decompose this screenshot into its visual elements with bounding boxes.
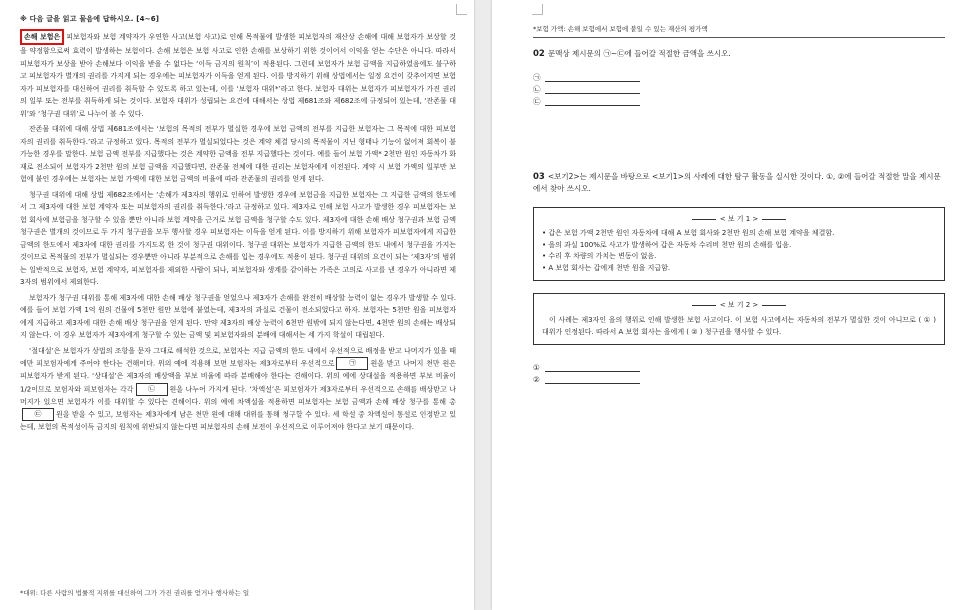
box-1-item: • 수리 후 차량의 가치는 변동이 없음.	[542, 252, 657, 260]
question-3-text: <보기2>는 제시문을 바탕으로 <보기1>의 사례에 대한 탐구 활동을 실시한 것이다. ①, ②에 들어갈 적절한 말을 제시문에서 찾아 쓰시오.	[533, 172, 941, 193]
vocab-note: *보험 가액: 손해 보험에서 보험에 붙일 수 있는 재산의 평가액	[533, 24, 945, 38]
answer-line[interactable]	[545, 363, 640, 372]
page-right	[492, 0, 966, 610]
box-1-item: • A 보험 회사는 갑에게 천만 원을 지급함.	[542, 263, 671, 272]
box-1-item: • 을의 과실 100%로 사고가 발생하여 갑은 자동차 수리비 천만 원의 손해를 입음.	[542, 240, 792, 249]
blank-3: ㉢	[22, 408, 54, 421]
box-2-text: 이 사례는 제3자인 을의 행위로 인해 발생한 보험 사고이다. 이 보험 사고에서는 자동차의 전부가 멸실한 것이 아니므로 ( ① ) 대위가 인정된다. 따라서 A 보험 회사는 을에게 ( ② ) 청구권을 행사할 수 있다.	[542, 316, 936, 336]
question-3	[533, 171, 945, 195]
answer-line[interactable]	[545, 375, 640, 384]
page-corner-mark	[456, 4, 467, 15]
page-left	[0, 0, 474, 610]
paragraph-1-text: 피보험자와 보험 계약자가 우연한 사고(보험 사고)로 인해 목적물에 발생한 피보험자의 재산상 손해에 대해 보험자가 보상할 것을 약정함으로써 효력이 발생하는 보험이다. 손해 보험은 보험 사고로 인한 손해를 보상하기 위한 것이어서 이익을 얻는 수단은 아니다. 따라서 피보험자가 보상을 받아 손해보다 이익을 받을 수 없다는 ‘이득 금지의 원칙’이 적용된다. 그런데 보험자가 보험 금액을 지급하였음에도 불구하고 피보험자가 별개의 권리를 가지게 되는 경우에는 피보험자가 이득을 얻게 된다. 이를 방지하기 위해 상법에서는 일정 요건이 갖추어지면 보험자가 피보험자를 대신하여 권리를 취득할 수 있도록 하고 있는데, 이를 ‘보험자 대위*’라고 한다. 보험자 대위는 보험자가 피보험자가 가진 권리의 일부 또는 전부를 취득하게 되는 것이다. 보험자 대위가 성립되는 요건에 대해서는 상법 제681조와 제682조에 규정되어 있는데, ‘잔존물 대위’와 ‘청구권 대위’로 나누어 볼 수 있다.	[20, 33, 456, 118]
box-1-item: • 갑은 보험 가액 2천만 원인 자동차에 대해 A 보험 회사와 2천만 원의 손해 보험 계약을 체결함.	[542, 229, 835, 237]
questions	[533, 24, 945, 385]
box-1-title-text: < 보 기 1 >	[719, 215, 759, 223]
answer-line[interactable]	[545, 97, 640, 106]
footnote: *대위: 다른 사람의 법률적 지위를 대신하여 그가 가진 권리를 얻거나 행사하는 일	[20, 589, 250, 597]
paragraph-5-part-a: ‘절대설’은 보험자가 상법의 조항을 문자 그대로 해석한 것으로, 보험자는 지급 금액의 한도 내에서 우선적으로 배정을 받고 나머지가 있을 때에만 피보험자에게 주어야 한다는 견해이다. 위의 예에 적용해 보면 보험자는 제3자로부터 우선적으로	[20, 346, 456, 368]
question-header: ※ 다음 글을 읽고 물음에 답하시오. [4~6]	[20, 15, 160, 23]
paragraph-3: 청구권 대위에 대해 상법 제682조에서는 ‘손해가 제3자의 행위로 인하여 발생한 경우에 보험금을 지급한 보험자는 그 지급한 금액의 한도에서 그 제3자에 대한 보험 계약자 또는 피보험자의 권리를 취득한다.’라고 규정하고 있다. 제3자로 인해 보험 사고가 발생한 경우 피보험자는 보험 회사에 보험금을 청구할 수 있을 뿐만 아니라 보험 계약을 근거로 보험 금액을 청구할 수도 있다. 제3자에 대한 손해 배상 청구권과 보험 금액 청구권은 별개의 것이므로 두 가지 청구권을 모두 행사할 경우 피보험자는 이득을 얻게 된다. 이를 방지하기 위해 보험자가 피보험자에게 지급한 금액의 한도에서 제3자에 대한 권리를 가지도록 한 것이 청구권 대위이다. 청구권 대위는 보험자가 지급한 금액의 한도 내에서 청구권을 가지는 것이므로 목적물의 전부가 멸실되는 경우뿐만 아니라 부분적으로 손해를 입는 경우에도 적용이 된다. 청구권 대위의 요건이 되는 ‘제3자’의 범위는 일반적으로 보험자, 보험 계약자, 피보험자를 제외한 사람이 되나, 피보험자와 생계를 같이하는 가족은 고의로 사고를 낸 경우가 아니라면 제3자의 범위에서 제외한다.	[20, 190, 456, 286]
answer-label: ㉢	[533, 96, 541, 106]
example-box-2-title	[542, 300, 936, 310]
question-3-number: 03	[533, 172, 545, 182]
question-2-number: 02	[533, 49, 545, 59]
answer-row	[533, 373, 945, 385]
blank-1: ㉠	[336, 357, 368, 370]
answer-area-q3	[533, 361, 945, 385]
paragraph-5-part-b: 원을 받고 나머지 천만 원은 피보험자가 받게 된다. ‘상대설’은 제3자의 배상액을 부보 비율에 따라 분배해야 한다는 견해이다. 위의 예에 상대설을 적용하면 부보 비율이 1/2이므로 보험자와 피보험자는 각각	[20, 359, 456, 393]
blank-2: ㉡	[136, 383, 168, 396]
question-2-text: 문맥상 제시문의 ㉠~㉢에 들어갈 적절한 금액을 쓰시오.	[547, 49, 731, 58]
question-2	[533, 48, 945, 59]
passage	[20, 14, 456, 437]
example-box-1-title	[542, 214, 936, 224]
answer-line[interactable]	[545, 85, 640, 94]
highlighted-phrase[interactable]: 손해 보험은	[20, 29, 64, 45]
answer-area-q2	[533, 71, 945, 107]
answer-row	[533, 361, 945, 373]
paragraph-1	[20, 29, 456, 120]
answer-row	[533, 95, 945, 107]
paragraph-2: 잔존물 대위에 대해 상법 제681조에서는 ‘보험의 목적의 전부가 멸실한 경우에 보험 금액의 전부를 지급한 보험자는 그 목적에 대한 피보험자의 권리를 취득한다.’라고 규정하고 있다. 목적의 전부가 멸실되었다는 것은 계약 체결 당시의 목적물이 지닌 형태나 기능이 없어져 회복이 불가능한 경우를 말한다. 보험 금액 전부를 지급했다는 것은 계약한 금액을 전부 지급했다는 것이다. 예를 들어 보험 가액* 2천만 원인 자동차가 화재로 전소되어 보험자가 2천만 원의 보험 금액을 지급했다면, 잔존물 전체에 대한 권리는 보험자에게 이전된다. 계약 시 보험 가액의 일부만 보험에 붙인 경우에는 보험자는 보험 가액에 대한 보험 금액의 비율에 따라 잔존물의 권리를 얻게 된다.	[20, 125, 456, 183]
paragraph-5-part-c: 원을 나누어 가지게 된다. ‘차액설’은 피보험자가 제3자로부터 우선적으로 손해를 배상받고 나머지가 있으면 보험자가 이를 대위할 수 있다는 견해이다. 위의 예에 차액설을 적용하면 피보험자는 보험 금액과 손해 배상 청구를 통해 총	[20, 385, 457, 406]
paragraph-4: 보험자가 청구권 대위를 통해 제3자에 대한 손해 배상 청구권을 얻었으나 제3자가 손해를 완전히 배상할 능력이 없는 경우가 발생할 수 있다. 예를 들어 보험 가액 1억 원의 건물에 5천만 원만 보험에 붙였는데, 제3자의 과실로 건물이 전소되었다고 하자. 보험자는 5천만 원을 피보험자에게 지급하고 제3자에 대한 손해 배상 청구권을 얻게 된다. 만약 제3자의 배상 능력이 6천만 원밖에 되지 않는다면, 4천만 원의 손해는 배상되지 않는다. 이 경우 보험자가 제3자에게 청구할 수 있는 금액 및 피보험자와의 분배에 대해서는 세 가지 학설이 대립된다.	[20, 293, 456, 339]
box-2-title-text: < 보 기 2 >	[719, 301, 759, 309]
example-box-1	[533, 207, 945, 281]
answer-row	[533, 83, 945, 95]
answer-label: ㉡	[533, 84, 541, 94]
page-corner-mark	[532, 4, 543, 15]
paragraph-5	[20, 345, 456, 434]
answer-row	[533, 71, 945, 83]
paragraph-5-part-d: 원을 받을 수 있고, 보험자는 제3자에게 남은 천만 원에 대해 대위를 통해 청구할 수 있다. 세 학설 중 차액설이 통설로 인정받고 있는데, 보험의 목적성이득 금지의 원칙에 위반되지 않는다면 피보험자의 손해 보전이 우선적으로 이루어져야 한다고 보기 때문이다.	[20, 410, 456, 431]
answer-label: ①	[533, 362, 540, 372]
answer-label: ㉠	[533, 72, 541, 82]
example-box-2	[533, 293, 945, 345]
answer-label: ②	[533, 374, 540, 384]
answer-line[interactable]	[545, 73, 640, 82]
